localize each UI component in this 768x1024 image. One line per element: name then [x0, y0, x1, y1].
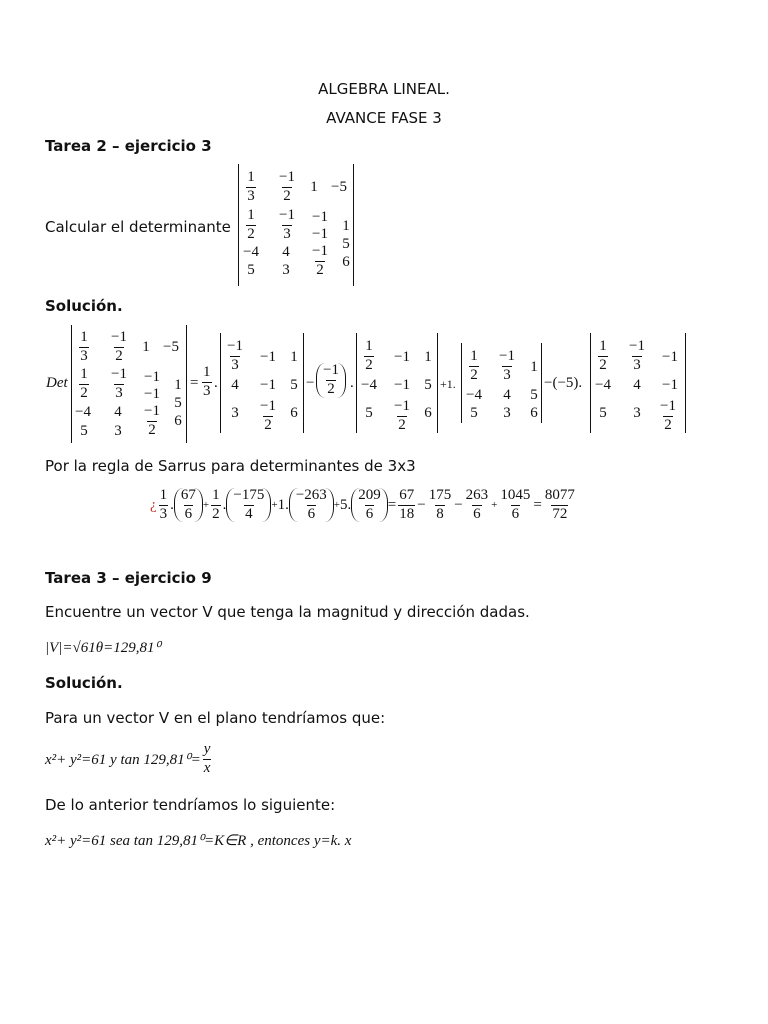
coef-minus-five: −(−5). [544, 375, 583, 391]
task2-heading: Tarea 2 – ejercicio 3 [45, 137, 212, 155]
task3-heading: Tarea 3 – ejercicio 9 [45, 569, 212, 587]
solution-label-2: Solución. [45, 674, 123, 692]
cofactor-expansion: Det $\frac{1}{3}$ $\frac{-1}{2}$ 1 −5 $\frac{1}{2}$ $\frac{-1}{3}$ −1 −1 1 5 6 −4 4 $\frac{-1}{2}$ 5 3 = $\frac{1}{3}$ . $\frac{-1}{3}$ −1 1 4 −1 5 3 $\frac{-1}{2}$ 6 − $\frac{-1}{2}$ . $\frac{1}{2}$ −1 1 −4 −1 5 5 $\frac{-1}{2}$ 6 +1. $\frac{1}{2}$ $\frac{-1}{3}$ 1 −4 4 5 5 3 6 −(−5). $\frac{1}{2}$ $\frac{-1}{3}$ −1 −4 4 −1 5 3 $\frac{-1}{2}$ [44, 325, 694, 443]
task3-eq1: x²+ y²=61 y tan 129,81⁰= $\frac{y}{x}$ [45, 740, 211, 776]
task2-prompt: Calcular el determinante [45, 218, 231, 236]
doc-title: ALGEBRA LINEAL. [318, 80, 450, 98]
det-label: Det [46, 375, 68, 391]
sarrus-text: Por la regla de Sarrus para determinantes de 3x3 [45, 457, 416, 475]
task3-eq2: x²+ y²=61 sea tan 129,81⁰=K∈R , entonces y=k. x [45, 833, 352, 849]
sarrus-lead: ¿ [150, 496, 157, 513]
task3-line2: De lo anterior tendríamos lo siguiente: [45, 796, 336, 814]
solution-label-1: Solución. [45, 297, 123, 315]
given-determinant: $\frac{1}{3}$ $\frac{-1}{2}$ 1 −5 $\frac{1}{2}$ $\frac{-1}{3}$ −1 −1 1 5 6 −4 4 $\frac{-1}{2}$ 5 3 [236, 164, 358, 286]
sarrus-equation: ¿ $\frac{1}{3}$ . $\frac{67}{6}$ + $\frac{1}{2}$ . $\frac{-175}{4}$ + 1. $\frac{-263}{6}$ + 5. $\frac{209}{6}$ = $\frac{67}{18}$ − $\frac{175}{8}$ − $\frac{263}{6}$ + $\frac{1045}{6}$ = $\frac{8077}{72}$ [150, 486, 575, 522]
task3-given: |V|=√61θ=129,81⁰ [45, 640, 161, 656]
task3-line1: Para un vector V en el plano tendríamos que: [45, 709, 386, 727]
coef-plus-one: +1. [440, 377, 456, 391]
doc-subtitle: AVANCE FASE 3 [326, 109, 442, 127]
task3-prompt: Encuentre un vector V que tenga la magnitud y dirección dadas. [45, 603, 530, 621]
